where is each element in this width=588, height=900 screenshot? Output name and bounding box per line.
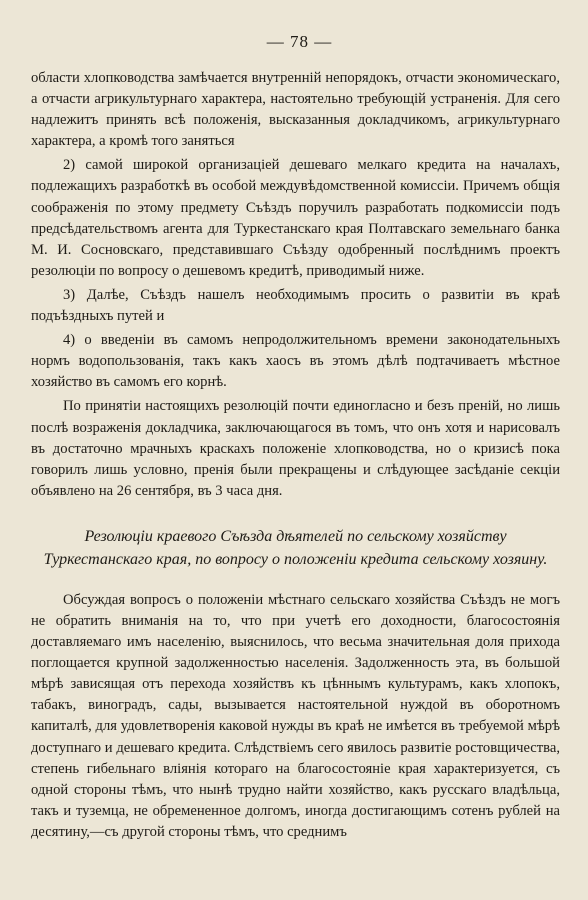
paragraph-resolution-body: Обсуждая вопросъ о положеніи мѣстнаго сельскаго хозяйства Съѣздъ не могъ не обратить вниманія на то, что при учетѣ его доходности, благосостоянія доставляемаго имъ населенію, выяснилось, что весьма значительная доля прихода поглощается крупной задолженностью населенія. Задолженность эта, въ большой мѣрѣ зависящая отъ перехода хозяйствъ къ цѣннымъ культурамъ, какъ хлопокъ, табакъ, виноградъ, сады, вызывается настоятельной нуждой въ оборотномъ капиталѣ, для удовлетворенія каковой нужды въ краѣ не имѣется въ требуемой мѣрѣ доступнаго и дешеваго кредита. Слѣдствіемъ сего явилось развитіе ростовщичества, степень гибельнаго вліянія котораго на благосостояніе края характеризуется, съ одной стороны тѣмъ, что нынѣ трудно найти хозяйство, какъ русскаго владѣльца, такъ и туземца, не обремененное долгомъ, иногда достигающимъ сотенъ рублей на десятину,—съ другой стороны тѣмъ, что среднимъ bbox=[31, 591, 560, 840]
section-heading: Резолюціи краевого Съѣзда дѣятелей по сельскому хозяйству Туркестанскаго края, по вопросу о положеніи кредита сельскому хозяину. bbox=[43, 527, 548, 568]
paragraph-continuation: области хлопководства замѣчается внутренній непорядокъ, отчасти экономическаго, а отчасти агрикультурнаго характера, настоятельно требующій устраненія. Для сего надлежитъ принять всѣ положенія, высказанныя докладчикомъ, агрикультурнаго характера, а кромѣ того заняться bbox=[31, 70, 560, 150]
paragraph-item-2: 2) самой широкой организаціей дешеваго мелкаго кредита на началахъ, подлежащихъ разработкѣ въ особой междувѣдомственной комиссіи. Причемъ общія соображенія по этому предмету Съѣздъ поручилъ разработать подкомиссіи подъ предсѣдательствомъ агента для Туркестанскаго края Полтавскаго земельнаго банка М. И. Сосновскаго, представившаго Съѣзду одобренный послѣднимъ проектъ резолюціи по вопросу о дешевомъ кредитѣ, приводимый ниже. bbox=[31, 157, 560, 279]
paragraph-item-3: 3) Далѣе, Съѣздъ нашелъ необходимымъ просить о развитіи въ краѣ подъѣздныхъ путей и bbox=[31, 286, 560, 325]
paragraph-conclusion: По принятіи настоящихъ резолюцій почти единогласно и безъ преній, но лишь послѣ возраженія докладчика, заключающагося въ томъ, что онъ хотя и нарисовалъ въ достаточно мрачныхъ краскахъ положеніе хлопководства, но о кризисѣ пока говорилъ лишь условно, пренія были прекращены и слѣдующее засѣданіе секціи объявлено на 26 сентября, въ 3 часа дня. bbox=[31, 398, 560, 499]
paragraph-item-4: 4) о введеніи въ самомъ непродолжительномъ времени законодательныхъ нормъ водопользованія, такъ какъ хаосъ въ этомъ дѣлѣ подтачиваетъ мѣстное хозяйство въ самомъ его корнѣ. bbox=[31, 332, 560, 391]
page-number: — 78 — bbox=[266, 32, 333, 51]
